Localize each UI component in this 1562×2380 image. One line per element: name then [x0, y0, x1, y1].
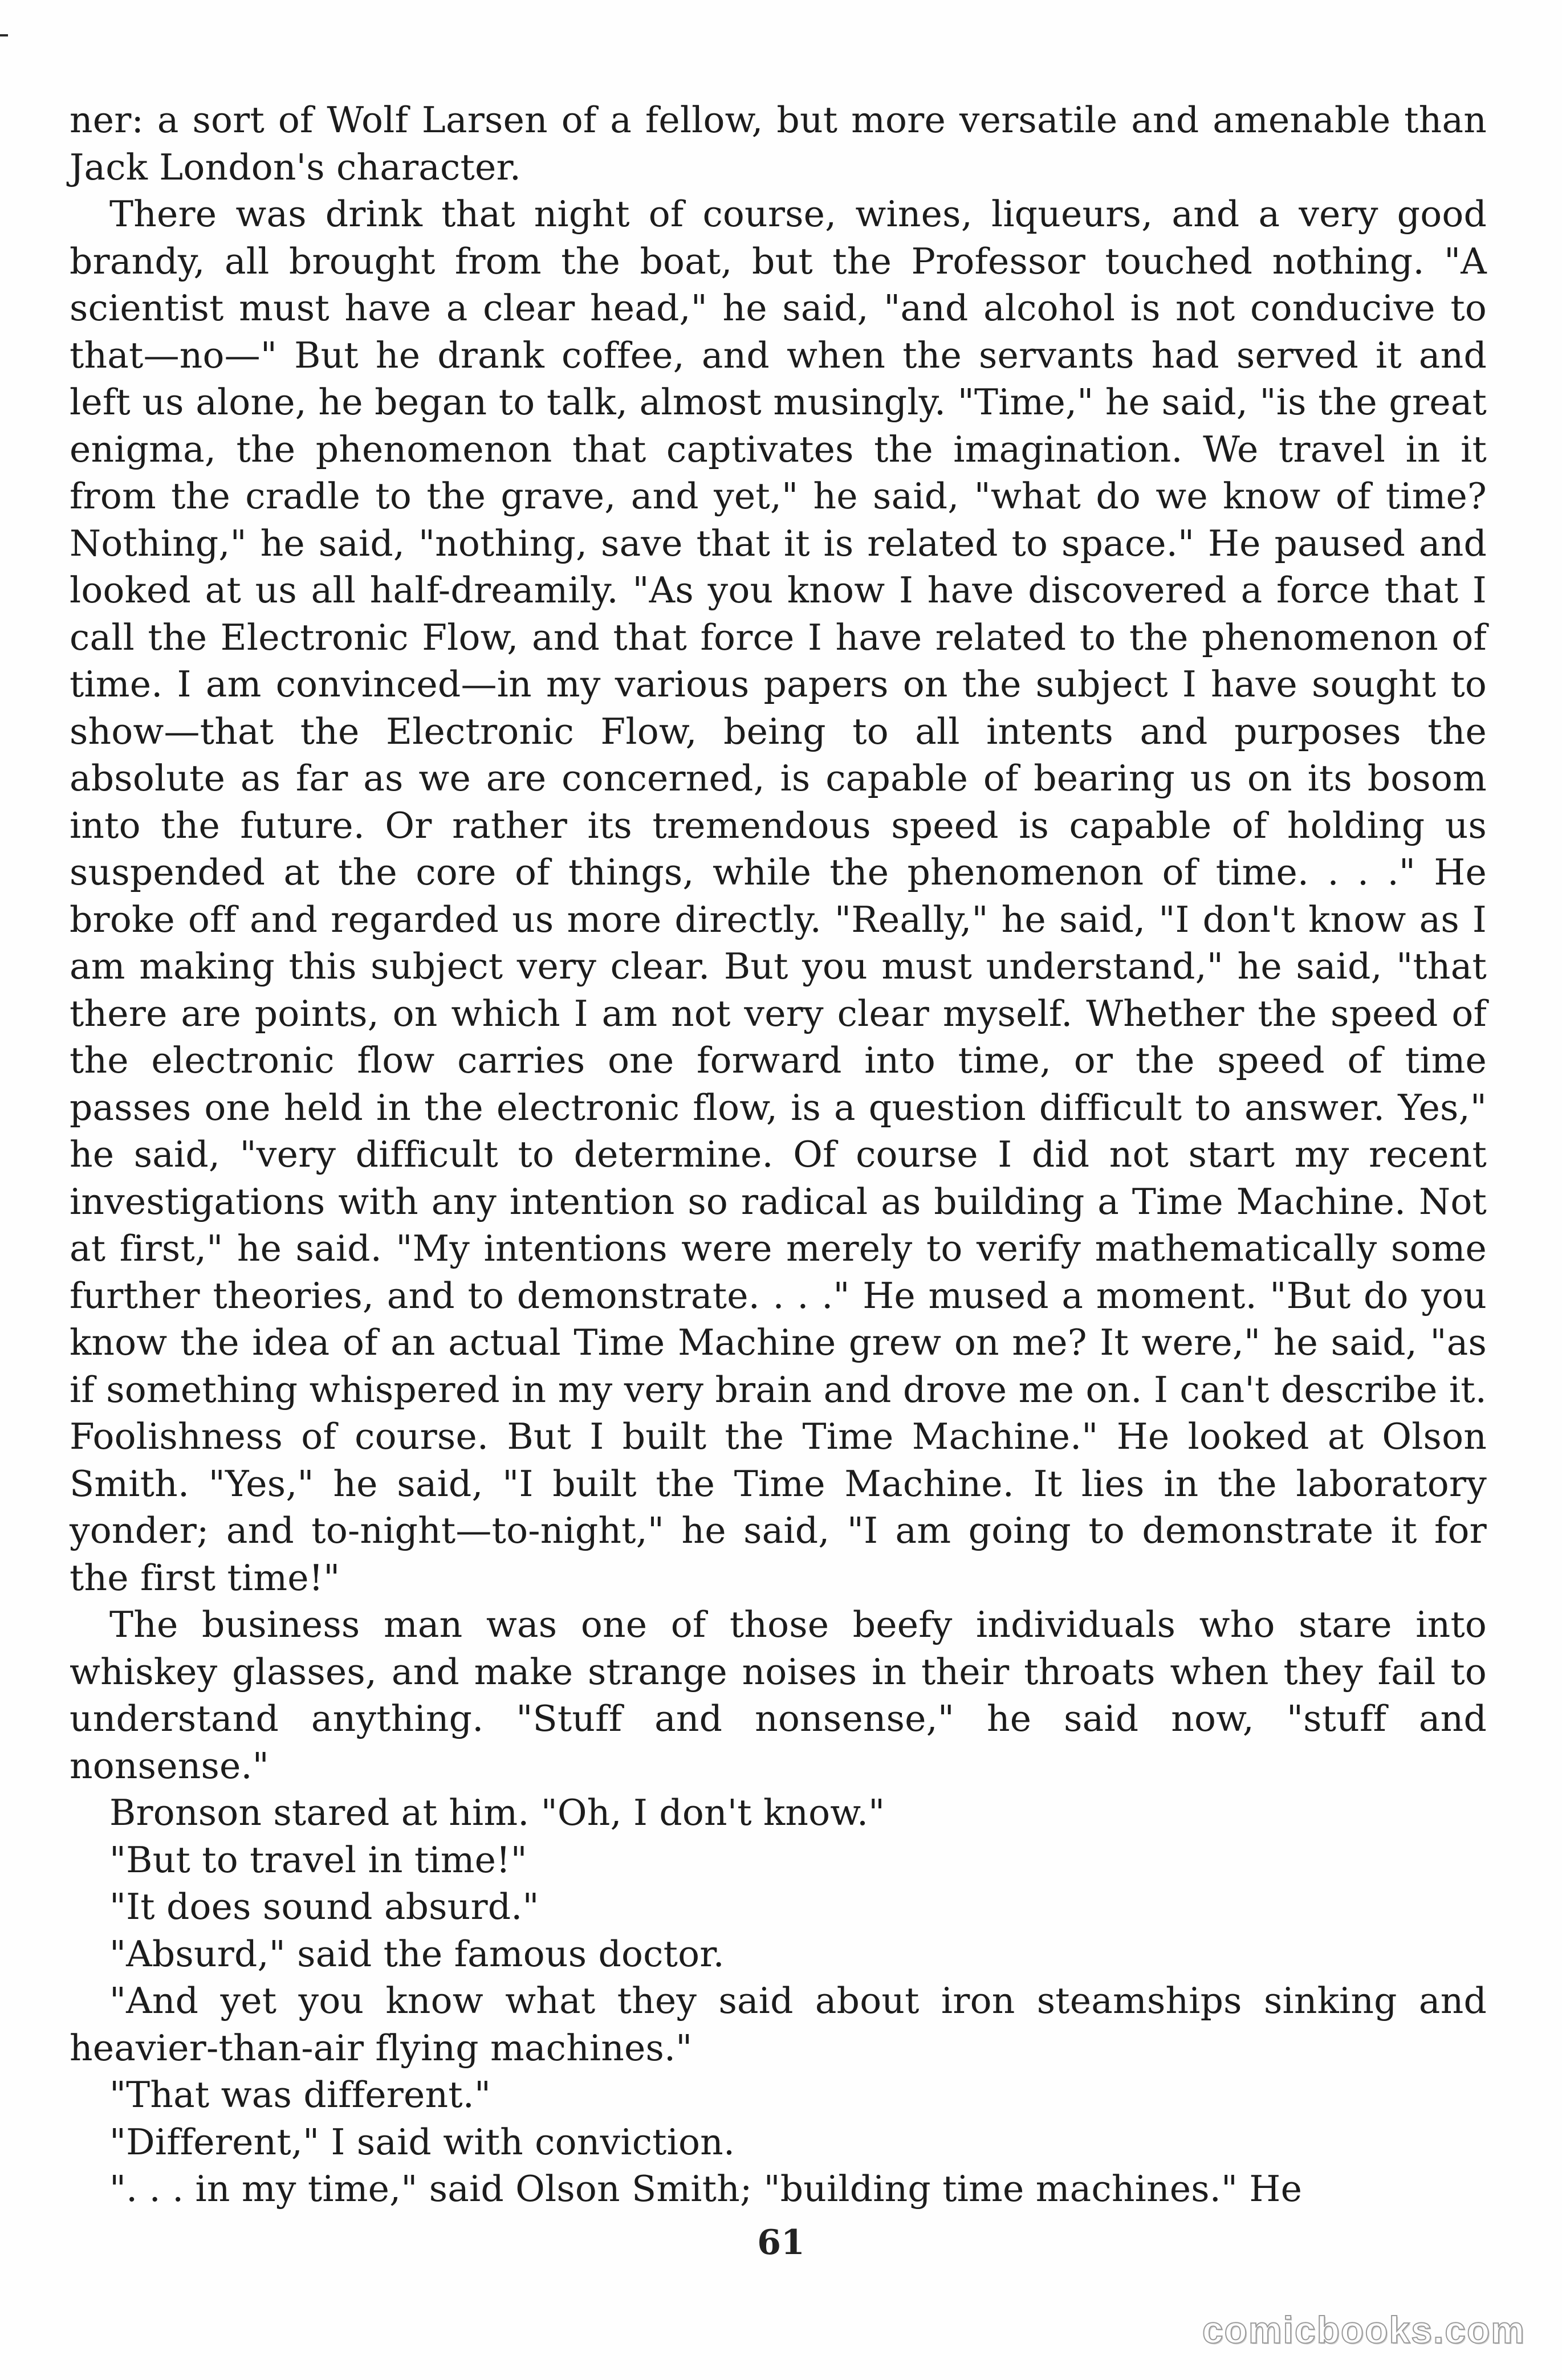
page-number: 61	[757, 2223, 805, 2263]
paragraph-4: Bronson stared at him. "Oh, I don't know."	[109, 1792, 885, 1833]
paragraph-1: ner: a sort of Wolf Larsen of a fellow, but more versatile and amenable than Jack London's character.	[70, 99, 1487, 188]
paragraph-3: The business man was one of those beefy individuals who stare into whiskey glasses, and make strange noises in their throats when they fail to understand anything. "Stuff and nonsense," he said now, "stuff and nonsense."	[70, 1604, 1487, 1787]
scan-mark	[0, 34, 8, 36]
paragraph-11: ". . . in my time," said Olson Smith; "building time machines." He	[109, 2168, 1303, 2210]
paragraph-6: "It does sound absurd."	[109, 1886, 539, 1927]
paragraph-10: "Different," I said with conviction.	[109, 2121, 735, 2163]
watermark: comicbooks.com	[1202, 2309, 1526, 2351]
body-text	[70, 97, 1487, 2213]
paragraph-7: "Absurd," said the famous doctor.	[109, 1933, 725, 1975]
paragraph-2: There was drink that night of course, wines, liqueurs, and a very good brandy, all brought from the boat, but the Professor touched nothing. "A scientist must have a clear head," he said, "and alcohol is not conducive to that—no—" But he drank coffee, and when the servants had served it and left us alone, he began to talk, almost musingly. "Time," he said, "is the great enigma, the phenomenon that captivates the imagination. We travel in it from the cradle to the grave, and yet," he said, "what do we know of time? Nothing," he said, "nothing, save that it is related to space." He paused and looked at us all half-dreamily. "As you know I have discovered a force that I call the Electronic Flow, and that force I have related to the phenomenon of time. I am convinced—in my various papers on the subject I have sought to show—that the Electronic Flow, being to all intents and purposes the absolute as far as we are concerned, is capable of bearing us on its bosom into the future. Or rather its tremendous speed is capable of holding us suspended at the core of things, while the phenomenon of time. . . ." He broke off and regarded us more directly. "Really," he said, "I don't know as I am making this subject very clear. But you must understand," he said, "that there are points, on which I am not very clear myself. Whether the speed of the electronic flow carries one forward into time, or the speed of time passes one held in the electronic flow, is a question difficult to answer. Yes," he said, "very difficult to determine. Of course I did not start my recent investigations with any intention so radical as building a Time Machine. Not at first," he said. "My intentions were merely to verify mathematically some further theories, and to demonstrate. . . ." He mused a moment. "But do you know the idea of an actual Time Machine grew on me? It were," he said, "as if something whispered in my very brain and drove me on. I can't describe it. Foolishness of course. But I built the Time Machine." He looked at Olson Smith. "Yes," he said, "I built the Time Machine. It lies in the laboratory yonder; and to-night—to-night," he said, "I am going to demonstrate it for the first time!"	[70, 193, 1487, 1599]
paragraph-9: "That was different."	[109, 2074, 491, 2116]
paragraph-5: "But to travel in time!"	[109, 1839, 527, 1881]
paragraph-8: "And yet you know what they said about iron steamships sinking and heavier-than-air flying machines."	[70, 1980, 1487, 2069]
